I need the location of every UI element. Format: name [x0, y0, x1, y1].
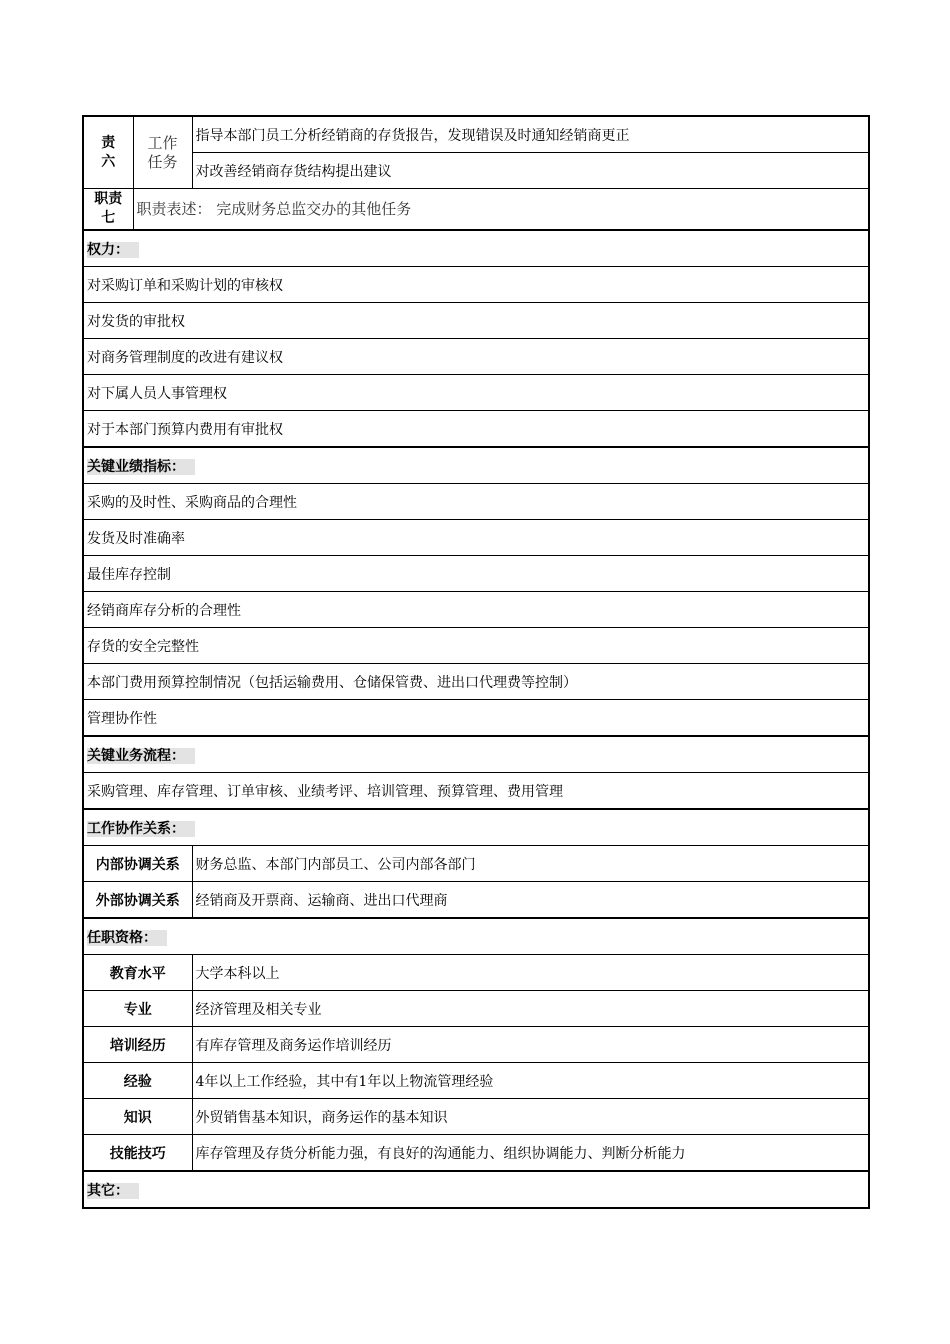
- kpi-row: [83, 520, 869, 556]
- power-row: [83, 375, 869, 411]
- relation-label: 外部协调关系: [83, 882, 192, 919]
- kpi-item: 发货及时准确率: [83, 520, 869, 556]
- power-item: 对下属人员人事管理权: [83, 375, 869, 411]
- duty6-sub-label: 工作 任务: [133, 116, 192, 189]
- power-row: [83, 267, 869, 303]
- kpi-item: 最佳库存控制: [83, 556, 869, 592]
- section-heading-relations: 工作协作关系：: [83, 809, 869, 846]
- duty7-row: [83, 189, 869, 231]
- section-heading-other: 其它：: [83, 1171, 869, 1208]
- qualification-row: [83, 1027, 869, 1063]
- power-row: [83, 411, 869, 448]
- process-text: 采购管理、库存管理、订单审核、业绩考评、培训管理、预算管理、费用管理: [83, 773, 869, 810]
- relations-heading-row: [83, 809, 869, 846]
- qualification-label: 培训经历: [83, 1027, 192, 1063]
- power-item: 对于本部门预算内费用有审批权: [83, 411, 869, 448]
- qualification-value: 库存管理及存货分析能力强，有良好的沟通能力、组织协调能力、判断分析能力: [192, 1135, 869, 1172]
- qualification-value: 外贸销售基本知识，商务运作的基本知识: [192, 1099, 869, 1135]
- duty6-task: 对改善经销商存货结构提出建议: [192, 153, 869, 189]
- power-item: 对商务管理制度的改进有建议权: [83, 339, 869, 375]
- qualification-value: 大学本科以上: [192, 955, 869, 991]
- relation-value: 财务总监、本部门内部员工、公司内部各部门: [192, 846, 869, 882]
- section-heading-kpi: 关键业绩指标：: [83, 447, 869, 484]
- job-description-table: [82, 115, 870, 1209]
- qualification-value: 4年以上工作经验，其中有1年以上物流管理经验: [192, 1063, 869, 1099]
- kpi-row: [83, 700, 869, 737]
- qualification-value: 有库存管理及商务运作培训经历: [192, 1027, 869, 1063]
- kpi-item: 存货的安全完整性: [83, 628, 869, 664]
- qualification-label: 教育水平: [83, 955, 192, 991]
- qualification-row: [83, 955, 869, 991]
- duty6-task: 指导本部门员工分析经销商的存货报告，发现错误及时通知经销商更正: [192, 116, 869, 153]
- power-row: [83, 339, 869, 375]
- qualification-label: 技能技巧: [83, 1135, 192, 1172]
- qualification-label: 经验: [83, 1063, 192, 1099]
- kpi-row: [83, 628, 869, 664]
- qualification-row: [83, 991, 869, 1027]
- kpi-item: 本部门费用预算控制情况（包括运输费用、仓储保管费、进出口代理费等控制）: [83, 664, 869, 700]
- duty7-label: 职责 七: [83, 189, 133, 231]
- section-heading-process: 关键业务流程：: [83, 736, 869, 773]
- qualification-row: [83, 1099, 869, 1135]
- power-item: 对采购订单和采购计划的审核权: [83, 267, 869, 303]
- job-description-document: [82, 115, 868, 1209]
- power-row: [83, 303, 869, 339]
- duty6-row-1: [83, 116, 869, 153]
- kpi-heading-row: [83, 447, 869, 484]
- duty7-description: 职责表述： 完成财务总监交办的其他任务: [133, 189, 869, 231]
- relation-row: [83, 882, 869, 919]
- kpi-row: [83, 664, 869, 700]
- section-heading-powers: 权力：: [83, 230, 869, 267]
- relation-row: [83, 846, 869, 882]
- qualification-value: 经济管理及相关专业: [192, 991, 869, 1027]
- kpi-item: 管理协作性: [83, 700, 869, 737]
- kpi-item: 采购的及时性、采购商品的合理性: [83, 484, 869, 520]
- section-heading-qualifications: 任职资格：: [83, 918, 869, 955]
- relation-value: 经销商及开票商、运输商、进出口代理商: [192, 882, 869, 919]
- kpi-row: [83, 484, 869, 520]
- relation-label: 内部协调关系: [83, 846, 192, 882]
- qualification-row: [83, 1063, 869, 1099]
- powers-heading-row: [83, 230, 869, 267]
- qualifications-heading-row: [83, 918, 869, 955]
- qualification-label: 知识: [83, 1099, 192, 1135]
- process-row: [83, 773, 869, 810]
- qualification-row: [83, 1135, 869, 1172]
- process-heading-row: [83, 736, 869, 773]
- qualification-label: 专业: [83, 991, 192, 1027]
- kpi-row: [83, 592, 869, 628]
- other-heading-row: [83, 1171, 869, 1208]
- power-item: 对发货的审批权: [83, 303, 869, 339]
- kpi-row: [83, 556, 869, 592]
- duty6-label: 责 六: [83, 116, 133, 189]
- duty6-row-2: [83, 153, 869, 189]
- kpi-item: 经销商库存分析的合理性: [83, 592, 869, 628]
